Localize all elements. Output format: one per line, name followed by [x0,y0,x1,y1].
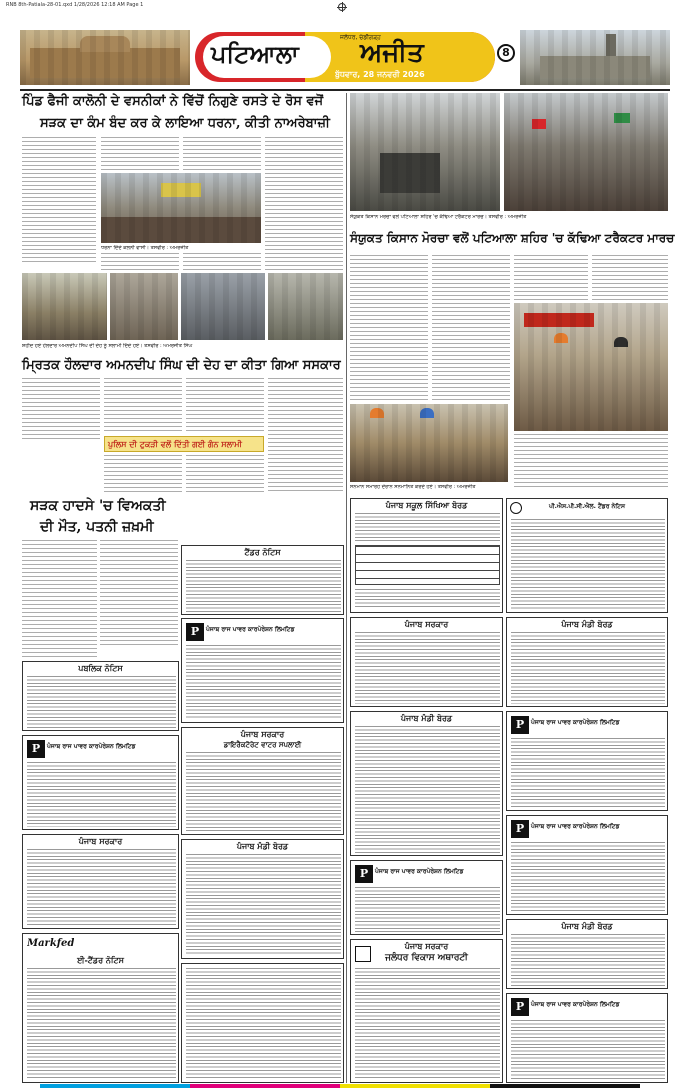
story1-headline-line2: ਸੜਕ ਦਾ ਕੰਮ ਬੰਦ ਕਰ ਕੇ ਲਾਇਆ ਧਰਨਾ, ਕੀਤੀ ਨਾਅਰੇਬਾਜ਼ੀ [40,116,330,131]
masthead-right-photo [520,30,670,85]
story1-photo-caption: ਧਰਨਾ ਦਿੰਦੇ ਕਲੋਨੀ ਵਾਸੀ। ਤਸਵੀਰ : ਅਮਰਜੀਤ [101,245,189,251]
ad-pspcl-4-title: ਪੰਜਾਬ ਰਾਜ ਪਾਵਰ ਕਾਰਪੋਰੇਸ਼ਨ ਲਿਮਟਿਡ [531,719,620,726]
story2-photo-caption: ਸ਼ਹੀਦ ਹੋਏ ਹੌਲਦਾਰ ਅਮਨਦੀਪ ਸਿੰਘ ਦੀ ਦੇਹ ਨੂੰ ਸਲਾਮੀ ਦਿੰਦੇ ਹੋਏ। ਤਸਵੀਰ : ਅਮਰਜੀਤ ਸਿੰਘ [22,343,193,349]
ad-pspcl-5 [506,815,668,915]
ad-school-board-text [355,513,500,543]
ad-pspcl-3 [350,860,503,935]
ad-mandi-right-2-title: ਪੰਜਾਬ ਮੰਡੀ ਬੋਰਡ [561,922,613,931]
pspcl-logo-icon: P [355,865,373,883]
ad-mandi-2-title: ਪੰਜਾਬ ਮੰਡੀ ਬੋਰਡ [400,714,453,723]
ad-govt-1 [22,834,179,929]
ad-public-notice [22,661,179,731]
ad-mandi-1-text [186,854,341,956]
pspcl-logo-icon: P [511,820,529,838]
ad-pspcl-6 [506,993,668,1083]
story2-pullquote-text: ਪੁਲਿਸ ਦੀ ਟੁਕੜੀ ਵਲੋਂ ਦਿੱਤੀ ਗਈ ਗੰਨ ਸਲਾਮੀ [108,439,242,449]
ad-tender-right-logo-icon [510,502,522,514]
story2-photo-3 [181,273,265,340]
pspcl-logo-icon: P [27,740,45,758]
ad-jalandhar [350,939,503,1083]
ad-pspcl-2-title: ਪੰਜਾਬ ਰਾਜ ਪਾਵਰ ਕਾਰਪੋਰੇਸ਼ਨ ਲਿਮਟਿਡ [206,626,295,633]
ad-tender-right-title: ਪੀ.ਐਸ.ਪੀ.ਸੀ.ਐਲ. ਟੈਂਡਰ ਨੋਟਿਸ [548,503,626,510]
ad-pspcl-5-text [511,842,665,912]
ad-mandi-1-title: ਪੰਜਾਬ ਮੰਡੀ ਬੋਰਡ [236,842,289,851]
ad-directorate-govt: ਪੰਜਾਬ ਸਰਕਾਰ [240,730,285,739]
story2-body-col2 [104,378,182,434]
masthead-date: ਬੁੱਧਵਾਰ, 28 ਜਨਵਰੀ 2026 [335,70,425,79]
ad-pspcl-2-text [186,645,341,720]
story3-body-col1 [22,540,97,660]
ad-pspcl-4 [506,711,668,811]
masthead-city: ਪਟਿਆਲਾ [211,39,299,68]
story5-body-col2 [432,303,510,402]
story4-body-col4 [592,255,668,300]
ad-directorate-title: ਡਾਇਰੈਕਟੋਰੇਟ ਵਾਟਰ ਸਪਲਾਈ [223,741,302,749]
color-registration-bar [40,1084,640,1088]
story4-tractor-photo-1 [350,93,500,211]
ad-govt-2-text [355,632,500,704]
page-number: 8 [502,46,510,59]
story4-body-col2 [432,255,510,300]
ad-tender-mid-text [186,560,341,612]
ad-jalandhar-govt: ਪੰਜਾਬ ਸਰਕਾਰ [404,942,449,951]
ad-pspcl-1-text [27,762,176,827]
story2-pullquote [104,436,264,452]
ad-pspcl-4-text [511,738,665,808]
masthead-banner [195,26,495,88]
story2-body-col1 [22,378,100,440]
story3-headline-line1: ਸੜਕ ਹਾਦਸੇ 'ਚ ਵਿਅਕਤੀ [30,498,166,514]
ad-tender-mid [181,545,344,615]
ad-markfed-title: ਈ-ਟੈਂਡਰ ਨੋਟਿਸ [77,956,124,965]
ad-mandi-right-2-text [511,934,665,986]
story3-headline-line2: ਦੀ ਮੌਤ, ਪਤਨੀ ਜ਼ਖ਼ਮੀ [40,519,154,535]
ad-mandi-1 [181,839,344,959]
ad-markfed [22,933,179,1083]
ad-directorate-text [186,752,341,832]
story2-photo-4 [268,273,343,340]
ad-pspcl-1 [22,735,179,830]
ad-pspcl-1-title: ਪੰਜਾਬ ਰਾਜ ਪਾਵਰ ਕਾਰਪੋਰੇਸ਼ਨ ਲਿਮਟਿਡ [47,743,136,750]
story2-body-col4 [268,378,343,493]
ad-jalandhar-logo-icon [355,946,371,962]
ad-govt-1-title: ਪੰਜਾਬ ਸਰਕਾਰ [78,837,123,846]
story3-body-col2 [100,540,178,648]
story2-body-col3 [186,378,264,434]
ad-mid-bottom-text [186,968,341,1080]
ad-directorate [181,727,344,835]
ad-tender-right [506,498,668,613]
ad-mandi-2-text [355,726,500,853]
registration-mark-icon [338,3,346,11]
story5-award-photo-2 [514,303,668,431]
ad-public-notice-title: ਪਬਲਿਕ ਨੋਟਿਸ [78,664,123,673]
ad-govt-1-text [27,849,176,925]
ad-tender-right-text [511,519,665,609]
story4-tractor-photo-2 [504,93,668,211]
story4-photo-caption: ਸੰਯੁਕਤ ਕਿਸਾਨ ਮੋਰਚਾ ਵਲੋਂ ਪਟਿਆਲਾ ਸ਼ਹਿਰ 'ਚ ਕੱਢਿਆ ਟਰੈਕਟਰ ਮਾਰਚ। ਤਸਵੀਰ : ਅਮਰਜੀਤ [350,214,527,220]
ad-mandi-right-2 [506,919,668,989]
ad-markfed-text [27,968,176,1078]
story5-photo-caption: ਸਨਮਾਨ ਸਮਾਰੋਹ ਦੌਰਾਨ ਸਨਮਾਨਿਤ ਕਰਦੇ ਹੋਏ। ਤਸਵੀਰ : ਅਮਰਜੀਤ [350,484,476,490]
ad-pspcl-6-title: ਪੰਜਾਬ ਰਾਜ ਪਾਵਰ ਕਾਰਪੋਰੇਸ਼ਨ ਲਿਮਟਿਡ [531,1001,620,1008]
ad-public-notice-text [27,676,176,728]
pspcl-logo-icon: P [511,716,529,734]
story1-body-col2 [101,137,179,171]
ad-school-board-title: ਪੰਜਾਬ ਸਕੂਲ ਸਿੱਖਿਆ ਬੋਰਡ [385,501,468,510]
ad-govt-2 [350,617,503,707]
ad-pspcl-3-text [355,887,500,932]
story4-body-col1 [350,255,428,300]
ad-pspcl-5-title: ਪੰਜਾਬ ਰਾਜ ਪਾਵਰ ਕਾਰਪੋਰੇਸ਼ਨ ਲਿਮਟਿਡ [531,823,620,830]
story1-body-col1 [22,137,96,265]
pspcl-logo-icon: P [511,998,529,1016]
ad-markfed-logo: Markfed [27,938,75,949]
ad-govt-2-title: ਪੰਜਾਬ ਸਰਕਾਰ [404,620,449,629]
ad-pspcl-2 [181,618,344,723]
story1-body-col3b [183,253,261,270]
ad-jalandhar-text [355,968,500,1080]
print-slug: RNB 8th-Patiala-28-01.qxd 1/28/2026 12:18 AM Page 1 [6,2,144,8]
story5-award-photo-1 [350,404,508,482]
ad-tender-mid-title: ਟੈਂਡਰ ਨੋਟਿਸ [244,548,281,557]
ad-school-board-footer [355,589,500,609]
story1-body-col4 [265,137,343,270]
story2-body-col2b [104,455,182,495]
ad-mid-bottom [181,963,344,1083]
column-divider [346,93,347,1083]
story5-body-col1 [350,303,428,402]
ad-mandi-right [506,617,668,707]
page-number-badge [497,44,515,62]
masthead-paper-name: ਅਜੀਤ [360,38,424,68]
masthead-subtitle: ਜਲੰਧਰ, ਚੰਡੀਗੜ੍ਹ [340,34,381,41]
story1-protest-photo [101,173,261,243]
story1-body-col3 [183,137,261,171]
story2-headline: ਮ੍ਰਿਤਕ ਹੌਲਦਾਰ ਅਮਨਦੀਪ ਸਿੰਘ ਦੀ ਦੇਹ ਦਾ ਕੀਤਾ ਗਿਆ ਸਸਕਾਰ [22,358,341,373]
story5-body-col3 [514,434,668,490]
story4-body-col3 [514,255,588,300]
ad-school-board [350,498,503,613]
story1-body-col2b [101,253,179,270]
ad-pspcl-6-text [511,1020,665,1080]
ad-jalandhar-title: ਜਲੰਧਰ ਵਿਕਾਸ ਅਥਾਰਟੀ [385,953,468,963]
story4-headline: ਸੰਯੁਕਤ ਕਿਸਾਨ ਮੋਰਚਾ ਵਲੋਂ ਪਟਿਆਲਾ ਸ਼ਹਿਰ 'ਚ ਕੱਢਿਆ ਟਰੈਕਟਰ ਮਾਰਚ [350,231,675,245]
story1-headline-line1: ਪਿੰਡ ਫੈਜੀ ਕਾਲੋਨੀ ਦੇ ਵਸਨੀਕਾਂ ਨੇ ਵਿੱਚੋਂ ਨਿਗੁਣੇ ਰਸਤੇ ਦੇ ਰੋਸ ਵਜੋਂ [22,94,324,109]
masthead-rule [20,89,670,91]
ad-mandi-2 [350,711,503,856]
masthead-left-photo [20,30,190,85]
ad-mandi-right-text [511,632,665,704]
story2-photo-2 [110,273,178,340]
story2-body-col3b [186,455,264,495]
ad-pspcl-3-title: ਪੰਜਾਬ ਰਾਜ ਪਾਵਰ ਕਾਰਪੋਰੇਸ਼ਨ ਲਿਮਟਿਡ [375,868,464,875]
ad-school-board-table [355,545,500,585]
story2-photo-1 [22,273,107,340]
pspcl-logo-icon: P [186,623,204,641]
ad-mandi-right-title: ਪੰਜਾਬ ਮੰਡੀ ਬੋਰਡ [561,620,613,629]
